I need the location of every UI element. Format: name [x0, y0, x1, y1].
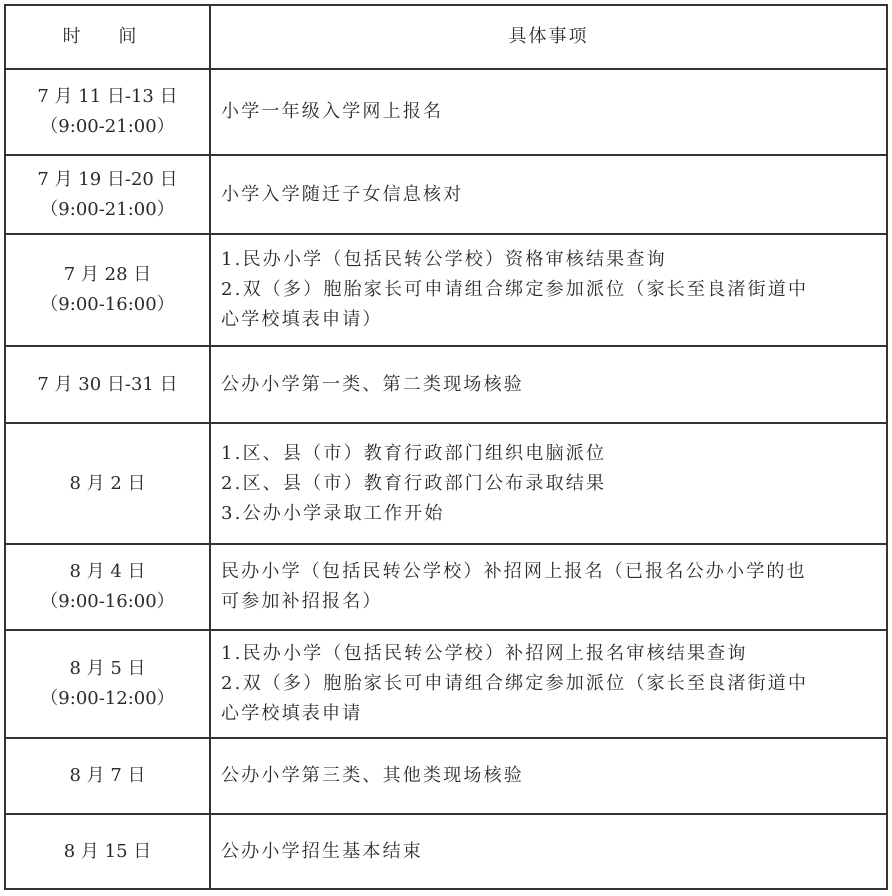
time-cell	[5, 738, 210, 814]
time-line: 7 月 30 日-31 日	[37, 373, 178, 395]
item-cell	[210, 738, 887, 814]
item-line: 小学一年级入学网上报名	[221, 101, 444, 122]
table-row	[5, 69, 887, 155]
table-row	[5, 346, 887, 423]
time-line: （9:00-16:00）	[40, 294, 175, 315]
time-cell	[5, 155, 210, 234]
item-line: 3.公办小学录取工作开始	[221, 502, 445, 524]
header-item: 具体事项	[210, 5, 887, 69]
item-line: 民办小学（包括民转公学校）补招网上报名（已报名公办小学的也	[221, 561, 807, 582]
time-line: （9:00-12:00）	[40, 688, 175, 709]
item-line: 1.民办小学（包括民转公学校）补招网上报名审核结果查询	[221, 643, 748, 664]
table-row	[5, 630, 887, 738]
time-line: 8 月 15 日	[63, 840, 152, 862]
time-line: 8 月 5 日	[69, 658, 146, 679]
item-line: 公办小学招生基本结束	[221, 840, 423, 862]
time-line: （9:00-21:00）	[40, 116, 175, 137]
time-cell	[5, 346, 210, 423]
item-line: 1.民办小学（包括民转公学校）资格审核结果查询	[221, 249, 667, 270]
time-cell	[5, 423, 210, 544]
item-line: 公办小学第三类、其他类现场核验	[221, 765, 524, 786]
time-cell	[5, 630, 210, 738]
time-cell	[5, 814, 210, 889]
item-line: 心学校填表申请）	[221, 309, 383, 330]
schedule-table	[4, 4, 888, 890]
table-row	[5, 155, 887, 234]
time-line: 8 月 7 日	[69, 765, 146, 786]
time-line: （9:00-21:00）	[40, 198, 175, 220]
time-cell	[5, 234, 210, 346]
time-cell	[5, 69, 210, 155]
item-line: 2.区、县（市）教育行政部门公布录取结果	[221, 472, 607, 494]
header-row	[5, 5, 887, 69]
item-line: 1.区、县（市）教育行政部门组织电脑派位	[221, 442, 607, 464]
item-line: 可参加补招报名）	[221, 591, 383, 612]
item-cell	[210, 155, 887, 234]
item-cell	[210, 630, 887, 738]
item-line: 小学入学随迁子女信息核对	[221, 183, 464, 205]
table-row	[5, 814, 887, 889]
item-cell	[210, 814, 887, 889]
time-line: 7 月 28 日	[63, 264, 152, 285]
table-row	[5, 738, 887, 814]
time-line: （9:00-16:00）	[40, 591, 175, 612]
time-line: 7 月 11 日-13 日	[37, 86, 178, 107]
time-line: 8 月 2 日	[69, 472, 146, 494]
table-row	[5, 234, 887, 346]
item-cell	[210, 234, 887, 346]
item-line: 心学校填表申请	[221, 703, 363, 724]
item-cell	[210, 346, 887, 423]
time-cell	[5, 544, 210, 630]
time-line: 8 月 4 日	[69, 561, 146, 582]
item-line: 2.双（多）胞胎家长可申请组合绑定参加派位（家长至良渚街道中	[221, 279, 809, 300]
item-cell	[210, 69, 887, 155]
schedule-body	[5, 69, 887, 889]
table-row	[5, 423, 887, 544]
item-cell	[210, 544, 887, 630]
header-time: 时 间	[5, 5, 210, 69]
item-cell	[210, 423, 887, 544]
time-line: 7 月 19 日-20 日	[37, 168, 178, 190]
item-line: 2.双（多）胞胎家长可申请组合绑定参加派位（家长至良渚街道中	[221, 673, 809, 694]
item-line: 公办小学第一类、第二类现场核验	[221, 373, 524, 395]
table-row	[5, 544, 887, 630]
